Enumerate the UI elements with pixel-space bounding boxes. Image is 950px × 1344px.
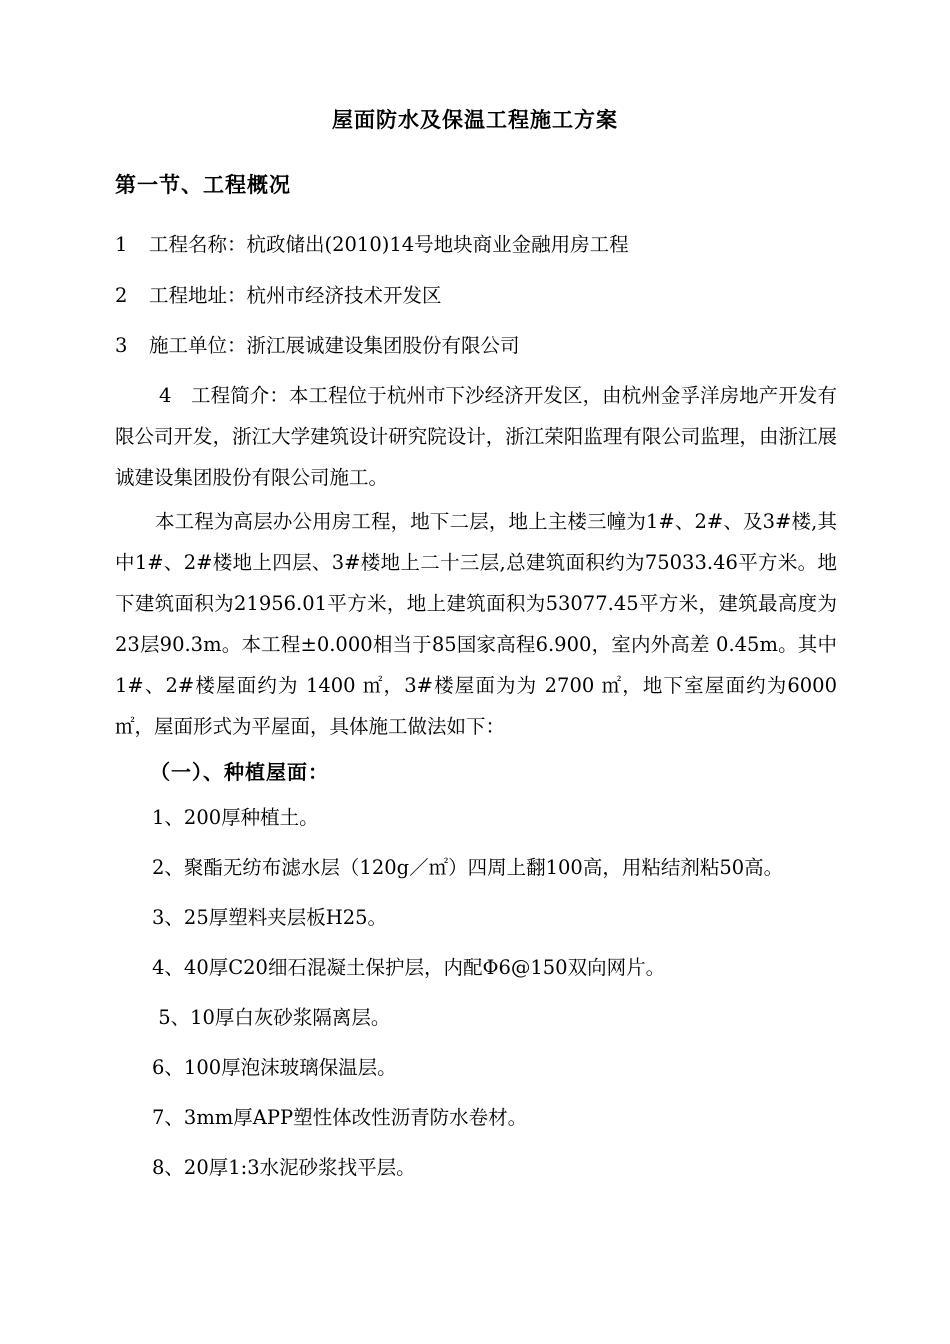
layer-item: 4、40厚C20细石混凝土保护层，内配Φ6@150双向网片。 — [152, 956, 666, 979]
document-title: 屋面防水及保温工程施工方案 — [332, 107, 618, 132]
intro-paragraph: 4 工程简介：本工程位于杭州市下沙经济开发区，由杭州金孚洋房地产开发有限公司开发，浙江大学建筑设计研究院设计，浙江荣阳监理有限公司监理，由浙江展诚建设集团股份有限公司施工。 — [115, 384, 837, 489]
project-paragraph: 本工程为高层办公用房工程，地下二层，地上主楼三幢为1#、2#、及3#楼,其中1#、2#楼地上四层、3#楼地上二十三层,总建筑面积约为75033.46平方米。地下建筑面积为21956.01平方米，地上建筑面积为53077.45平方米，建筑最高度为23层90.3m。本工程±0.000相当于85国家高程6.900，室内外高差 0.45m。其中 1#、2#楼屋面约为 1400 ㎡，3#楼屋面为为 2700 ㎡，地下室屋面约为6000㎡，屋面形式为平屋面，具体施工做法如下： — [115, 510, 837, 738]
overview-item-text: 施工单位：浙江展诚建设集团股份有限公司 — [149, 334, 520, 357]
layer-item: 5、10厚白灰砂浆隔离层。 — [152, 1006, 391, 1029]
section-heading: 第一节、工程概况 — [115, 172, 291, 197]
layer-item: 7、3mm厚APP塑性体改性沥青防水卷材。 — [152, 1106, 528, 1129]
sub-heading: （一）、种植屋面： — [150, 760, 329, 784]
overview-item-number: 1 — [115, 233, 128, 256]
overview-item-number: 2 — [115, 284, 128, 307]
overview-item — [115, 235, 629, 255]
overview-item — [115, 336, 520, 356]
overview-item-text: 工程名称：杭政储出(2010)14号地块商业金融用房工程 — [149, 233, 629, 256]
layer-item: 8、20厚1:3水泥砂浆找平层。 — [152, 1156, 416, 1179]
layer-item: 1、200厚种植土。 — [152, 806, 319, 829]
overview-item-number: 3 — [115, 334, 128, 357]
overview-item-text: 工程地址：杭州市经济技术开发区 — [149, 284, 442, 307]
layer-item: 6、100厚泡沫玻璃保温层。 — [152, 1056, 397, 1079]
overview-item — [115, 286, 442, 306]
layer-item: 3、25厚塑料夹层板H25。 — [152, 906, 388, 929]
layer-item: 2、聚酯无纺布滤水层（120g／㎡）四周上翻100高，用粘结剂粘50高。 — [152, 856, 784, 879]
